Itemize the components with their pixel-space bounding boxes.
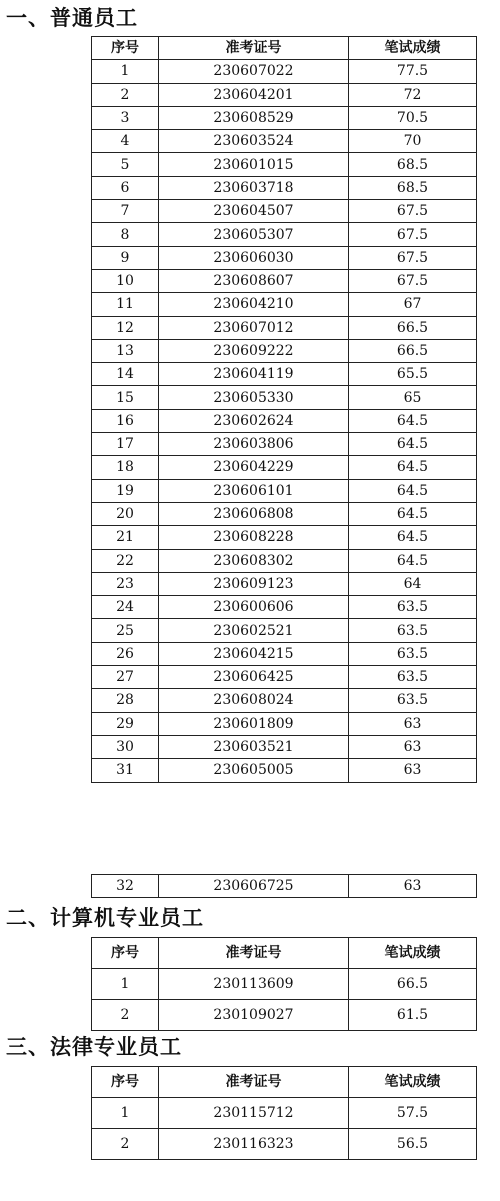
cell-written-score: 66.5 (349, 969, 477, 1000)
cell-serial-number: 5 (92, 153, 159, 176)
cell-serial-number: 9 (92, 246, 159, 269)
table-row (92, 60, 477, 83)
cell-exam-ticket-number: 230604201 (159, 83, 349, 106)
cell-written-score: 66.5 (349, 339, 477, 362)
cell-serial-number: 29 (92, 712, 159, 735)
cell-written-score: 68.5 (349, 176, 477, 199)
table-row (92, 200, 477, 223)
table-row (92, 712, 477, 735)
table-row (92, 246, 477, 269)
cell-written-score: 63.5 (349, 596, 477, 619)
cell-exam-ticket-number: 230604210 (159, 293, 349, 316)
table-row (92, 316, 477, 339)
cell-written-score: 68.5 (349, 153, 477, 176)
cell-exam-ticket-number: 230609123 (159, 572, 349, 595)
cell-exam-ticket-number: 230603521 (159, 735, 349, 758)
cell-serial-number: 30 (92, 735, 159, 758)
cell-serial-number: 25 (92, 619, 159, 642)
cell-serial-number: 26 (92, 642, 159, 665)
cell-written-score: 63 (349, 875, 477, 898)
table-row (92, 735, 477, 758)
table-row (92, 83, 477, 106)
cell-exam-ticket-number: 230600606 (159, 596, 349, 619)
cell-written-score: 66.5 (349, 316, 477, 339)
cell-serial-number: 12 (92, 316, 159, 339)
cell-serial-number: 24 (92, 596, 159, 619)
cell-exam-ticket-number: 230606425 (159, 666, 349, 689)
cell-serial-number: 21 (92, 526, 159, 549)
table-header-row (92, 938, 477, 969)
cell-exam-ticket-number: 230601015 (159, 153, 349, 176)
cell-serial-number: 27 (92, 666, 159, 689)
header-written-score: 笔试成绩 (349, 938, 477, 969)
cell-written-score: 57.5 (349, 1098, 477, 1129)
table-row (92, 130, 477, 153)
cell-serial-number: 4 (92, 130, 159, 153)
table-row (92, 1000, 477, 1031)
cell-written-score: 64.5 (349, 479, 477, 502)
cell-exam-ticket-number: 230605330 (159, 386, 349, 409)
table-row (92, 223, 477, 246)
cell-serial-number: 6 (92, 176, 159, 199)
cell-exam-ticket-number: 230113609 (159, 969, 349, 1000)
cell-serial-number: 32 (92, 875, 159, 898)
cell-written-score: 72 (349, 83, 477, 106)
cell-exam-ticket-number: 230109027 (159, 1000, 349, 1031)
header-written-score: 笔试成绩 (349, 37, 477, 60)
header-written-score: 笔试成绩 (349, 1067, 477, 1098)
table-row (92, 572, 477, 595)
cell-written-score: 67.5 (349, 223, 477, 246)
score-table-law-staff (91, 1066, 477, 1160)
cell-exam-ticket-number: 230115712 (159, 1098, 349, 1129)
cell-exam-ticket-number: 230603718 (159, 176, 349, 199)
table-row (92, 176, 477, 199)
cell-written-score: 61.5 (349, 1000, 477, 1031)
header-exam-ticket-number: 准考证号 (159, 1067, 349, 1098)
table-row (92, 433, 477, 456)
table-row (92, 969, 477, 1000)
table-row (92, 549, 477, 572)
table-row (92, 689, 477, 712)
table-row (92, 875, 477, 898)
cell-serial-number: 16 (92, 409, 159, 432)
cell-exam-ticket-number: 230603524 (159, 130, 349, 153)
cell-serial-number: 13 (92, 339, 159, 362)
cell-written-score: 64.5 (349, 549, 477, 572)
table-row (92, 386, 477, 409)
cell-serial-number: 2 (92, 83, 159, 106)
table-row (92, 293, 477, 316)
table-header-row (92, 37, 477, 60)
table-row (92, 1098, 477, 1129)
cell-serial-number: 11 (92, 293, 159, 316)
cell-written-score: 63.5 (349, 666, 477, 689)
cell-exam-ticket-number: 230608024 (159, 689, 349, 712)
cell-written-score: 63 (349, 759, 477, 782)
cell-written-score: 56.5 (349, 1129, 477, 1160)
cell-exam-ticket-number: 230607012 (159, 316, 349, 339)
table-row (92, 759, 477, 782)
cell-serial-number: 28 (92, 689, 159, 712)
cell-written-score: 70 (349, 130, 477, 153)
cell-written-score: 67.5 (349, 269, 477, 292)
table-row (92, 666, 477, 689)
cell-written-score: 65 (349, 386, 477, 409)
table-header-row (92, 1067, 477, 1098)
section-title-general-staff: 一、普通员工 (6, 6, 138, 30)
cell-written-score: 70.5 (349, 106, 477, 129)
cell-written-score: 64.5 (349, 502, 477, 525)
cell-exam-ticket-number: 230605307 (159, 223, 349, 246)
table-row (92, 269, 477, 292)
table-row (92, 456, 477, 479)
cell-written-score: 64.5 (349, 409, 477, 432)
cell-written-score: 77.5 (349, 60, 477, 83)
cell-serial-number: 7 (92, 200, 159, 223)
cell-written-score: 63 (349, 735, 477, 758)
table-row (92, 1129, 477, 1160)
cell-serial-number: 22 (92, 549, 159, 572)
cell-written-score: 63 (349, 712, 477, 735)
cell-serial-number: 1 (92, 60, 159, 83)
cell-written-score: 64.5 (349, 456, 477, 479)
table-row (92, 479, 477, 502)
cell-written-score: 63.5 (349, 642, 477, 665)
table-row (92, 526, 477, 549)
table-row (92, 153, 477, 176)
cell-exam-ticket-number: 230608302 (159, 549, 349, 572)
cell-serial-number: 8 (92, 223, 159, 246)
cell-exam-ticket-number: 230606101 (159, 479, 349, 502)
cell-serial-number: 15 (92, 386, 159, 409)
cell-exam-ticket-number: 230604119 (159, 363, 349, 386)
cell-written-score: 63.5 (349, 689, 477, 712)
cell-written-score: 64 (349, 572, 477, 595)
cell-exam-ticket-number: 230606030 (159, 246, 349, 269)
score-table-general-staff (91, 36, 477, 783)
cell-serial-number: 17 (92, 433, 159, 456)
header-serial-number: 序号 (92, 938, 159, 969)
table-row (92, 596, 477, 619)
score-table-general-staff-continued (91, 874, 477, 898)
section-title-computer-staff: 二、计算机专业员工 (6, 906, 204, 930)
score-table-computer-staff (91, 937, 477, 1031)
cell-exam-ticket-number: 230601809 (159, 712, 349, 735)
header-exam-ticket-number: 准考证号 (159, 938, 349, 969)
cell-serial-number: 20 (92, 502, 159, 525)
cell-exam-ticket-number: 230609222 (159, 339, 349, 362)
cell-exam-ticket-number: 230604215 (159, 642, 349, 665)
cell-exam-ticket-number: 230116323 (159, 1129, 349, 1160)
table-row (92, 502, 477, 525)
cell-written-score: 67 (349, 293, 477, 316)
section-title-law-staff: 三、法律专业员工 (6, 1035, 182, 1059)
cell-exam-ticket-number: 230608529 (159, 106, 349, 129)
cell-exam-ticket-number: 230602521 (159, 619, 349, 642)
cell-written-score: 63.5 (349, 619, 477, 642)
cell-serial-number: 10 (92, 269, 159, 292)
table-row (92, 409, 477, 432)
cell-exam-ticket-number: 230608607 (159, 269, 349, 292)
cell-written-score: 65.5 (349, 363, 477, 386)
cell-serial-number: 19 (92, 479, 159, 502)
cell-serial-number: 2 (92, 1000, 159, 1031)
cell-written-score: 67.5 (349, 246, 477, 269)
cell-written-score: 67.5 (349, 200, 477, 223)
cell-serial-number: 18 (92, 456, 159, 479)
cell-written-score: 64.5 (349, 526, 477, 549)
header-serial-number: 序号 (92, 1067, 159, 1098)
header-exam-ticket-number: 准考证号 (159, 37, 349, 60)
table-row (92, 363, 477, 386)
cell-exam-ticket-number: 230604507 (159, 200, 349, 223)
cell-serial-number: 23 (92, 572, 159, 595)
cell-serial-number: 14 (92, 363, 159, 386)
cell-exam-ticket-number: 230603806 (159, 433, 349, 456)
cell-exam-ticket-number: 230605005 (159, 759, 349, 782)
cell-exam-ticket-number: 230608228 (159, 526, 349, 549)
cell-serial-number: 1 (92, 969, 159, 1000)
table-row (92, 339, 477, 362)
cell-serial-number: 31 (92, 759, 159, 782)
header-serial-number: 序号 (92, 37, 159, 60)
cell-serial-number: 2 (92, 1129, 159, 1160)
cell-serial-number: 1 (92, 1098, 159, 1129)
table-row (92, 106, 477, 129)
cell-exam-ticket-number: 230604229 (159, 456, 349, 479)
cell-exam-ticket-number: 230606725 (159, 875, 349, 898)
cell-serial-number: 3 (92, 106, 159, 129)
cell-exam-ticket-number: 230602624 (159, 409, 349, 432)
table-row (92, 642, 477, 665)
cell-exam-ticket-number: 230606808 (159, 502, 349, 525)
table-row (92, 619, 477, 642)
cell-written-score: 64.5 (349, 433, 477, 456)
cell-exam-ticket-number: 230607022 (159, 60, 349, 83)
